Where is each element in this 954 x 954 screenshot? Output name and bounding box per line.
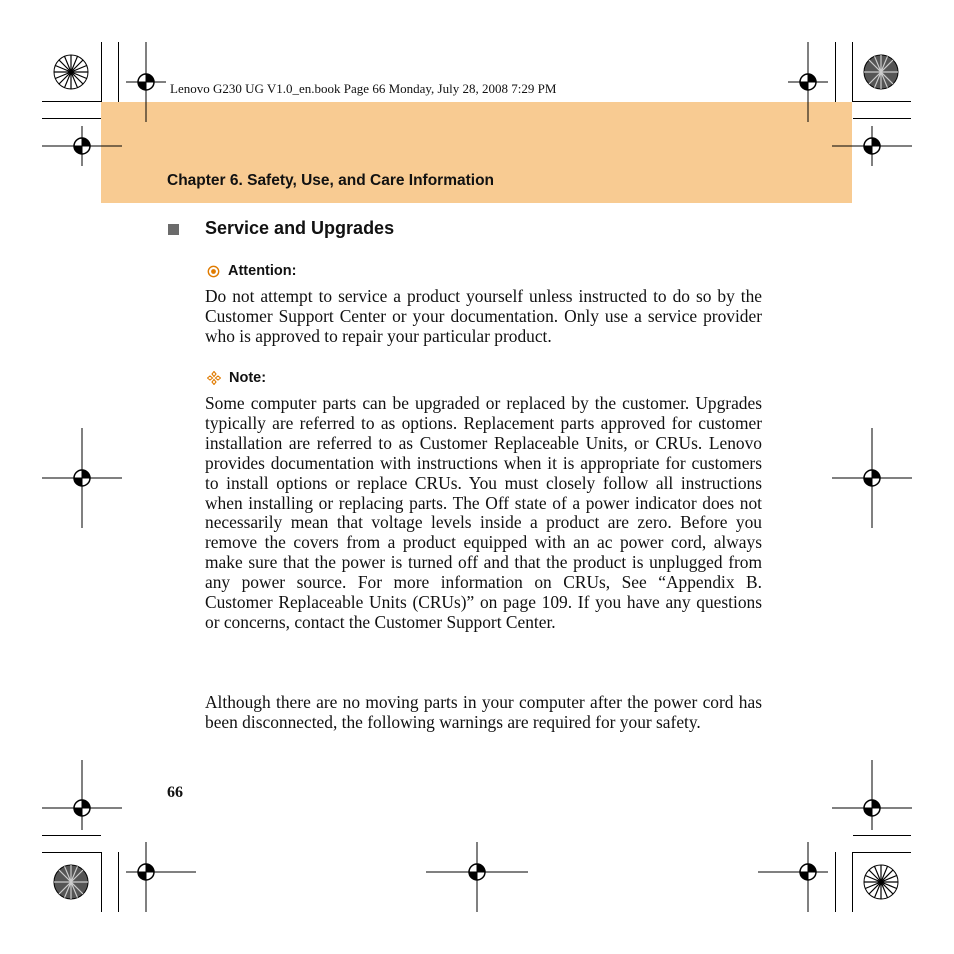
note-label-row [207, 370, 266, 386]
registration-mark-icon [42, 760, 122, 860]
square-bullet-icon [168, 224, 179, 235]
crop-mark [852, 852, 853, 912]
crop-mark [118, 42, 119, 102]
star-target-icon [53, 54, 89, 90]
star-target-icon [863, 864, 899, 900]
registration-mark-icon [758, 832, 828, 912]
page-number: 66 [167, 784, 183, 801]
star-target-icon [863, 54, 899, 90]
note-label: Note: [229, 370, 267, 386]
crop-mark [42, 118, 101, 119]
registration-mark-icon [832, 760, 912, 860]
crop-mark [101, 42, 102, 102]
registration-mark-icon [788, 42, 828, 122]
print-info-line: Lenovo G230 UG V1.0_en.book Page 66 Monday, July 28, 2008 7:29 PM [170, 81, 557, 96]
note-paragraph: Some computer parts can be upgraded or replaced by the customer. Upgrades typically are referred to as options. Replacement parts approved for customer installation are referred to as Customer Replaceable Units, or CRUs. Lenovo provides documentation with instructions when it is appropriate for customers to install options or replace CRUs. You must closely follow all instructions when installing or replacing parts. The Off state of a power indicator does not necessarily mean that voltage levels inside a product are zero. Before you remove the covers from a product equipped with an ac power cord, always make sure that the power is turned off and that the product is unplugged from any power source. For more information on CRUs, See “Appendix B. Customer Replaceable Units (CRUs)” on page 109. If you have any questions or concerns, contact the Customer Support Center. [205, 393, 762, 632]
crop-mark [42, 101, 101, 102]
crop-mark [101, 852, 102, 912]
registration-mark-icon [832, 126, 912, 166]
note-diamond-icon [207, 371, 221, 385]
registration-mark-icon [426, 832, 528, 912]
chapter-title: Chapter 6. Safety, Use, and Care Information [167, 172, 495, 189]
closing-paragraph: Although there are no moving parts in your computer after the power cord has been disconnected, the following warnings are required for your safety. [205, 692, 762, 732]
registration-mark-icon [126, 832, 196, 912]
section-title: Service and Upgrades [205, 218, 395, 238]
registration-mark-icon [42, 126, 122, 166]
crop-mark [852, 42, 853, 102]
attention-circle-icon [207, 265, 220, 278]
star-target-icon [53, 864, 89, 900]
registration-mark-icon [42, 428, 122, 528]
attention-label: Attention: [228, 263, 297, 279]
attention-paragraph: Do not attempt to service a product yourself unless instructed to do so by the Customer Support Center or your documentation. Only use a service provider who is approved to repair your particular product. [205, 286, 762, 346]
registration-mark-icon [126, 42, 166, 122]
crop-mark [835, 42, 836, 102]
registration-mark-icon [832, 428, 912, 528]
crop-mark [118, 852, 119, 912]
crop-mark [853, 118, 911, 119]
crop-mark [835, 852, 836, 912]
crop-mark [853, 101, 911, 102]
attention-label-row [207, 263, 296, 279]
